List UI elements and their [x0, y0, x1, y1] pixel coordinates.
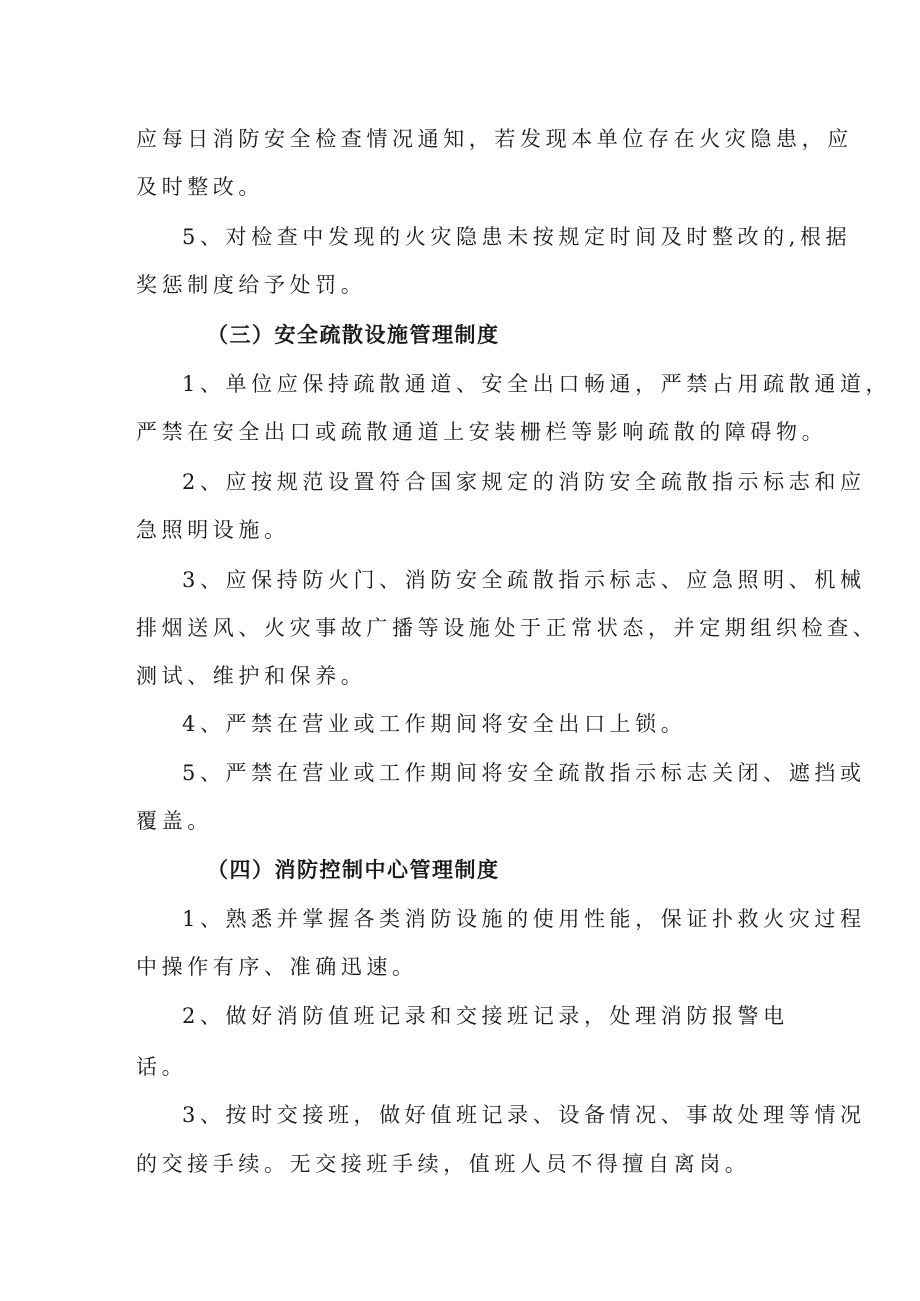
paragraph-line: 4、严禁在营业或工作期间将安全出口上锁。 [182, 712, 687, 736]
section-heading: （四）消防控制中心管理制度 [207, 858, 500, 882]
paragraph-line: 1、单位应保持疏散通道、安全出口畅通，严禁占用疏散通道， [182, 372, 892, 396]
paragraph-line: 2、应按规范设置符合国家规定的消防安全疏散指示标志和应 [182, 470, 866, 494]
paragraph-line: 的交接手续。无交接班手续，值班人员不得擅自离岗。 [136, 1152, 751, 1176]
paragraph-line: 5、严禁在营业或工作期间将安全疏散指示标志关闭、遮挡或 [182, 761, 866, 785]
paragraph-line: 5、对检查中发现的火灾隐患未按规定时间及时整改的,根据 [182, 225, 852, 249]
paragraph-line: 严禁在安全出口或疏散通道上安装栅栏等影响疏散的障碍物。 [136, 420, 828, 444]
paragraph-line: 测试、维护和保养。 [136, 664, 367, 688]
paragraph-line: 3、应保持防火门、消防安全疏散指示标志、应急照明、机械 [182, 568, 866, 592]
paragraph-line: 2、做好消防值班记录和交接班记录，处理消防报警电 [182, 1004, 789, 1028]
paragraph-line: 及时整改。 [136, 175, 264, 199]
section-heading: （三）安全疏散设施管理制度 [207, 323, 500, 347]
paragraph-line: 排烟送风、火灾事故广播等设施处于正常状态，并定期组织检查、 [136, 616, 879, 640]
paragraph-line: 中操作有序、准确迅速。 [136, 955, 418, 979]
paragraph-line: 话。 [136, 1055, 188, 1079]
paragraph-line: 覆盖。 [136, 809, 213, 833]
paragraph-line: 奖惩制度给予处罚。 [136, 273, 367, 297]
paragraph-line: 1、熟悉并掌握各类消防设施的使用性能，保证扑救火灾过程 [182, 907, 866, 931]
paragraph-line: 3、按时交接班，做好值班记录、设备情况、事故处理等情况 [182, 1103, 866, 1127]
paragraph-line: 急照明设施。 [136, 518, 290, 542]
paragraph-line: 应每日消防安全检查情况通知，若发现本单位存在火灾隐患，应 [136, 127, 853, 151]
